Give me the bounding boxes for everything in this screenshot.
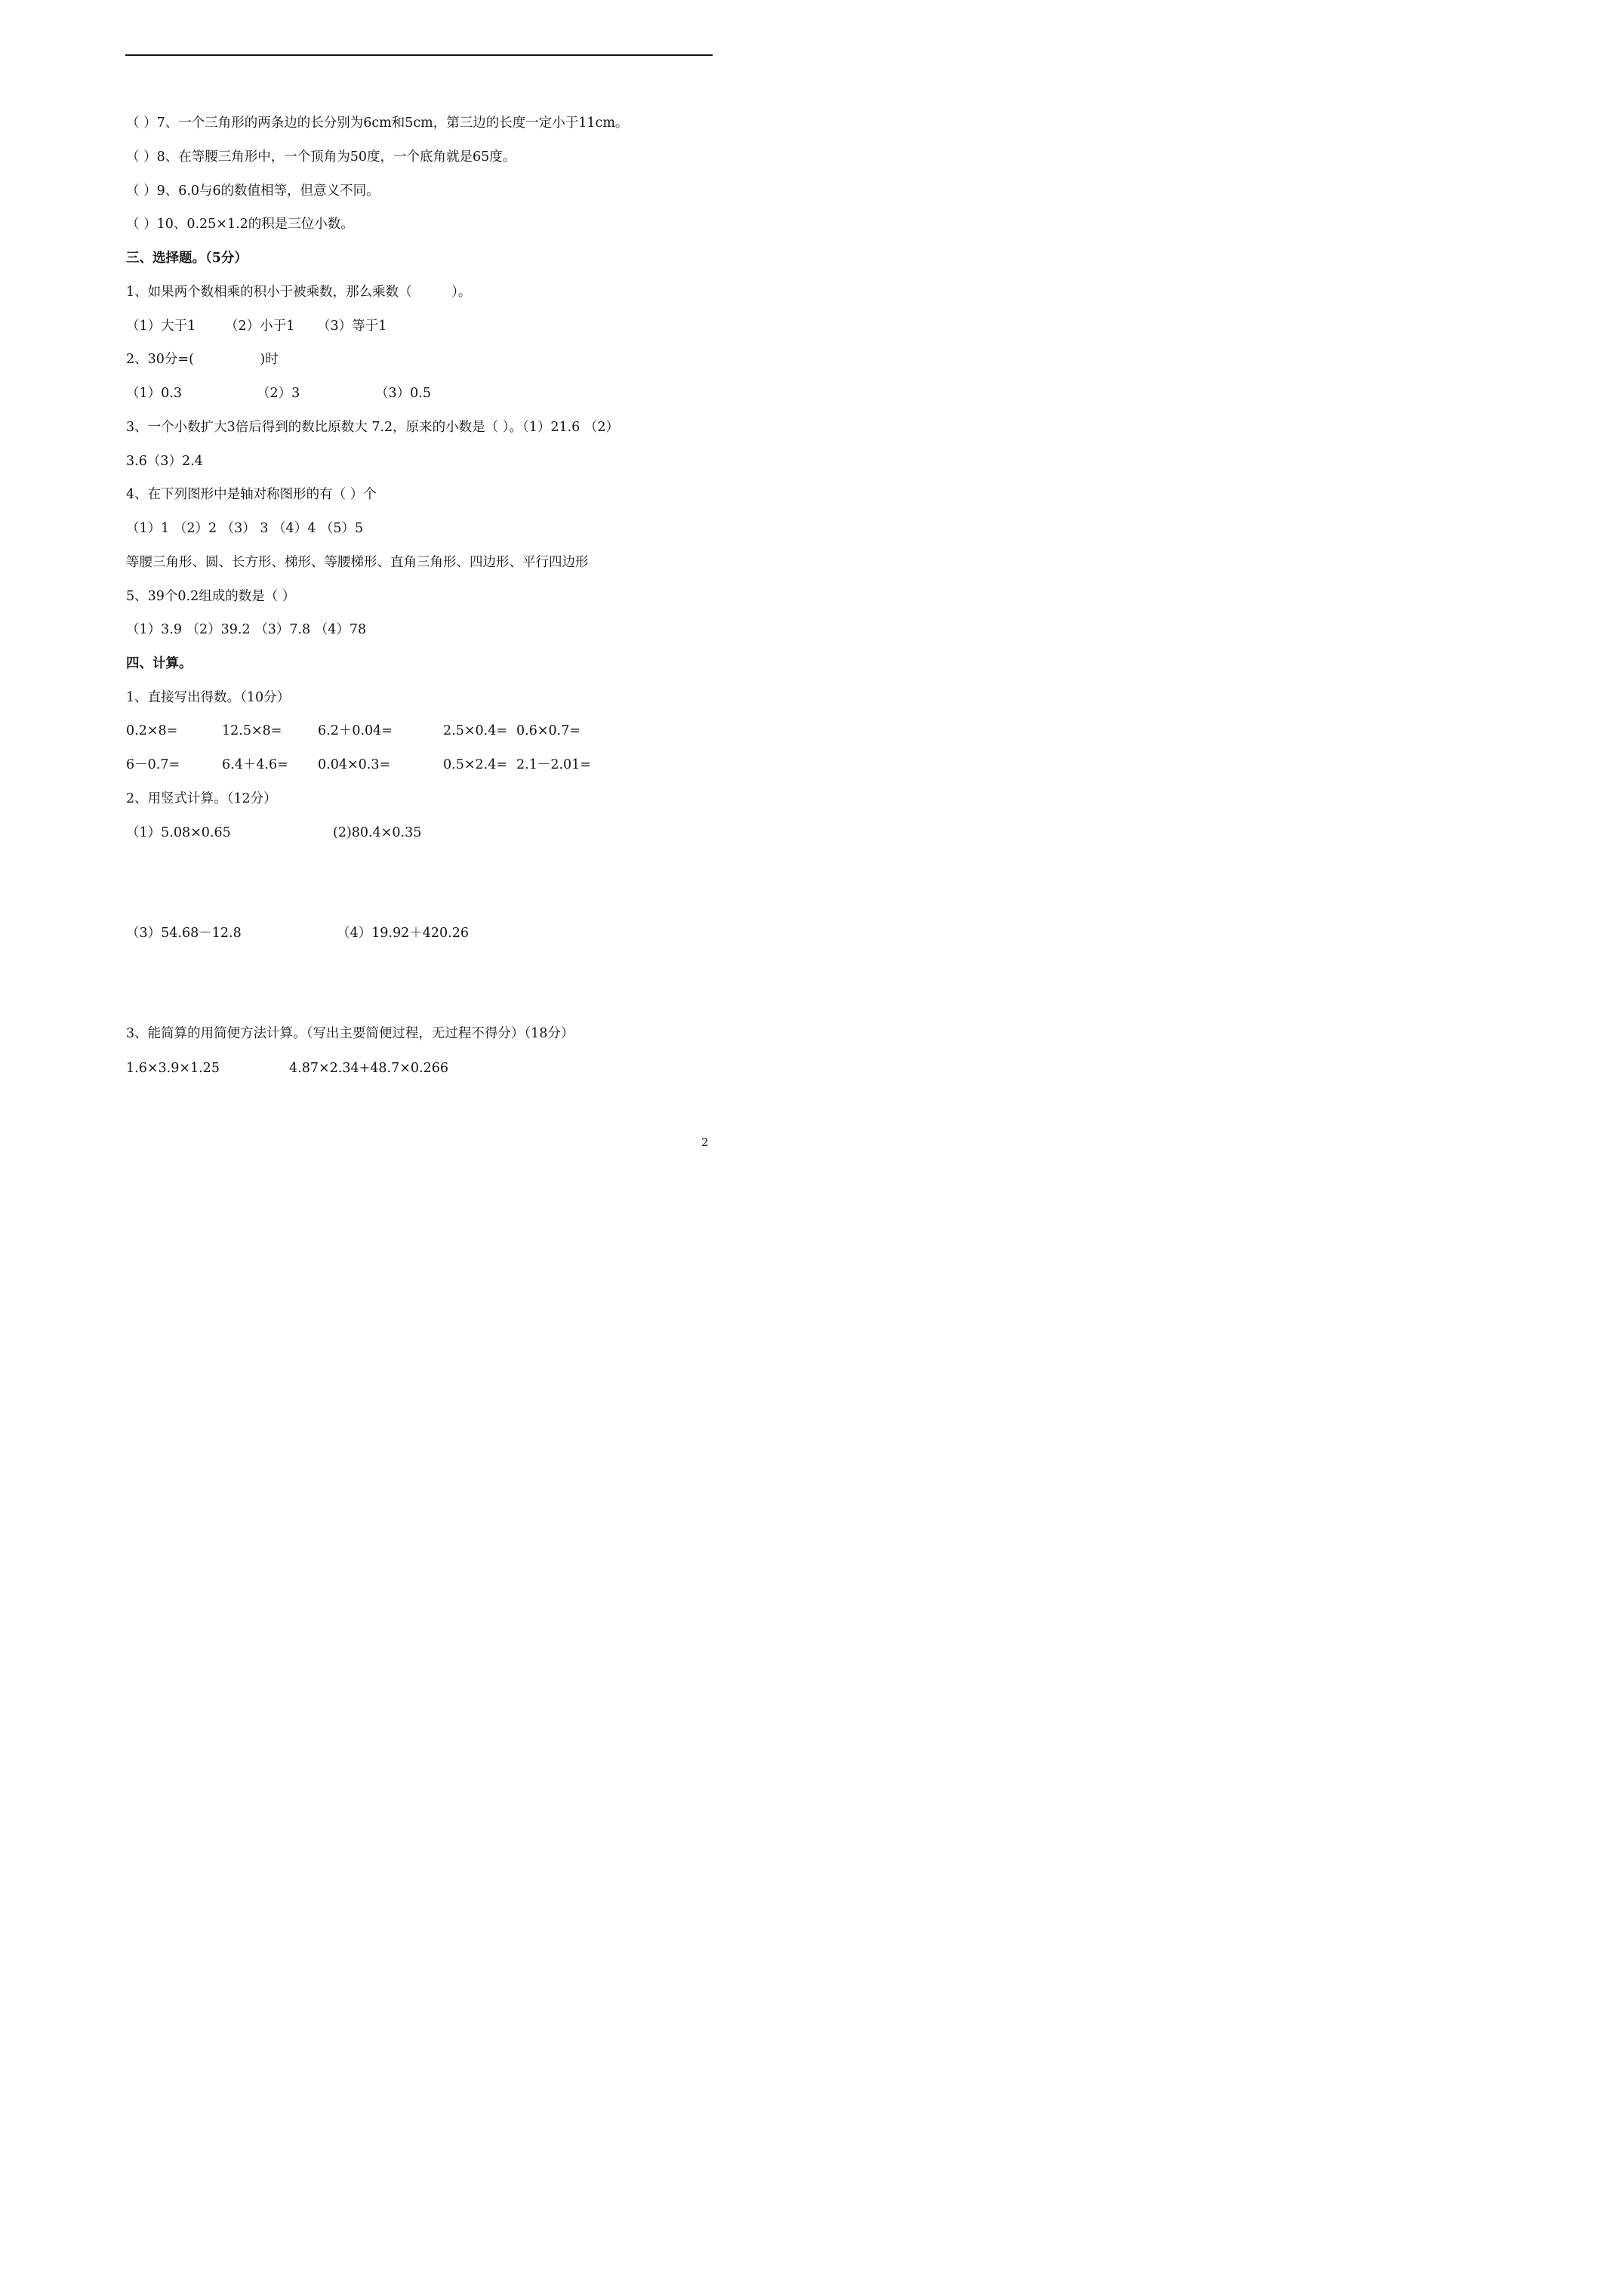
direct-calc-item: 0.04×0.3= <box>318 757 391 772</box>
direct-calc-item: 12.5×8= <box>222 723 282 738</box>
choice-5-options: （1）3.9 （2）39.2 （3）7.8 （4）78 <box>126 622 367 637</box>
choice-question-1: 1、如果两个数相乘的积小于被乘数，那么乘数（ ）。 <box>126 285 472 300</box>
judge-question-7: （ ）7、一个三角形的两条边的长分别为6cm和5cm，第三边的长度一定小于11cm。 <box>126 116 629 131</box>
choice-question-3-continued: 3.6（3）2.4 <box>126 454 203 469</box>
direct-calc-item: 6.4＋4.6= <box>222 757 288 772</box>
simplify-calc-item: 1.6×3.9×1.25 <box>126 1061 220 1076</box>
choice-4-options: （1）1 （2）2 （3） 3 （4）4 （5）5 <box>126 521 364 536</box>
vertical-calc-item: (2)80.4×0.35 <box>333 825 422 840</box>
vertical-calc-title: 2、用竖式计算。（12分） <box>126 791 277 806</box>
vertical-calc-item: （1）5.08×0.65 <box>126 825 231 840</box>
direct-calc-item: 6.2＋0.04= <box>318 723 393 738</box>
section-4-title: 四、计算。 <box>126 656 192 671</box>
choice-question-5: 5、39个0.2组成的数是（ ） <box>126 589 296 604</box>
choice-question-2: 2、30分=( )时 <box>126 352 279 367</box>
judge-question-10: （ ）10、0.25×1.2的积是三位小数。 <box>126 217 354 232</box>
choice-question-3: 3、一个小数扩大3倍后得到的数比原数大 7.2，原来的小数是（ ）。（1）21.6 （2） <box>126 420 620 435</box>
vertical-calc-item: （3）54.68－12.8 <box>126 926 242 941</box>
direct-calc-item: 2.5×0.4= <box>443 723 507 738</box>
page-number: 2 <box>701 1136 709 1149</box>
direct-calc-item: 6－0.7= <box>126 757 180 772</box>
vertical-calc-item: （4）19.92＋420.26 <box>337 926 469 941</box>
direct-calc-item: 0.6×0.7= <box>516 723 581 738</box>
direct-calc-item: 0.5×2.4= <box>443 757 507 772</box>
header-rule <box>125 54 713 56</box>
choice-2-option-1: （1）0.3 <box>126 386 182 401</box>
section-3-title: 三、选择题。（5分） <box>126 251 248 266</box>
judge-question-8: （ ）8、在等腰三角形中，一个顶角为50度，一个底角就是65度。 <box>126 149 516 165</box>
judge-question-9: （ ）9、6.0与6的数值相等，但意义不同。 <box>126 183 380 199</box>
direct-calc-item: 2.1－2.01= <box>516 757 591 772</box>
choice-1-option-3: （3）等于1 <box>317 319 387 334</box>
choice-2-option-2: （2）3 <box>257 386 300 401</box>
choice-1-option-1: （1）大于1 <box>126 319 196 334</box>
direct-calc-item: 0.2×8= <box>126 723 178 738</box>
choice-1-option-2: （2）小于1 <box>225 319 295 334</box>
choice-question-4: 4、在下列图形中是轴对称图形的有（ ）个 <box>126 487 377 502</box>
simplify-calc-title: 3、能简算的用简便方法计算。（写出主要简便过程，无过程不得分）（18分） <box>126 1026 574 1041</box>
simplify-calc-item: 4.87×2.34+48.7×0.266 <box>289 1061 448 1076</box>
choice-4-shape-list: 等腰三角形、圆、长方形、梯形、等腰梯形、直角三角形、四边形、平行四边形 <box>126 555 589 570</box>
direct-calc-title: 1、直接写出得数。（10分） <box>126 690 291 705</box>
choice-2-option-3: （3）0.5 <box>375 386 431 401</box>
